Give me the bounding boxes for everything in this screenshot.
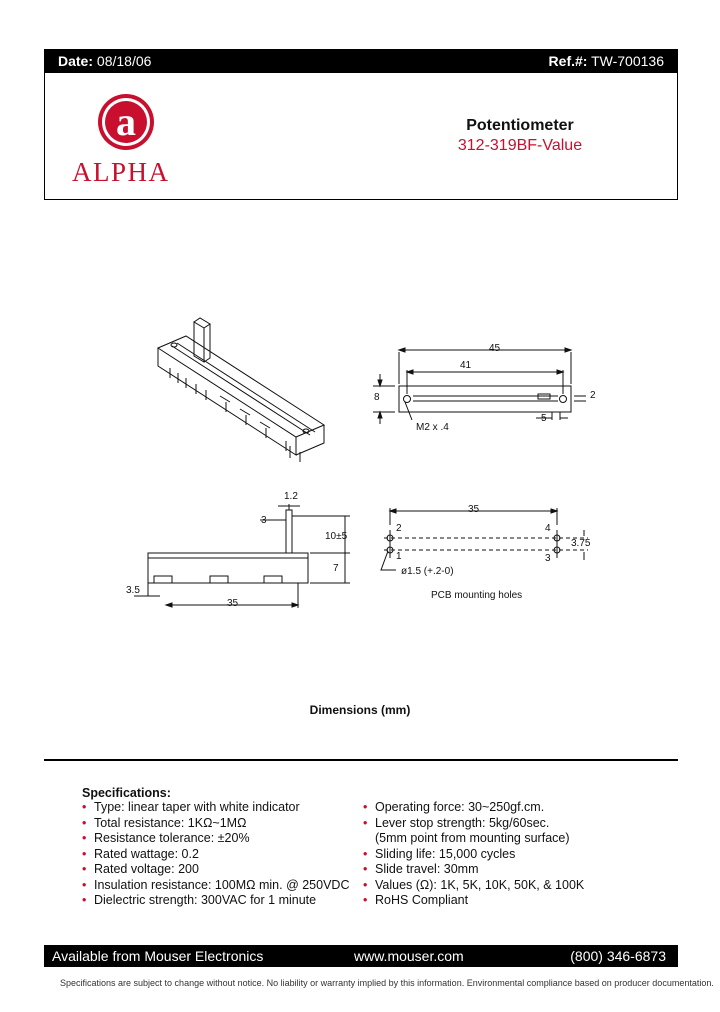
spec-item: • Type: linear taper with white indicator (82, 800, 349, 816)
spec-item: • Rated wattage: 0.2 (82, 847, 349, 863)
specs-left-list (82, 800, 349, 909)
footer-source: Available from Mouser Electronics (52, 948, 264, 964)
logo-letter: a (116, 99, 136, 144)
pcb-spacing-dim: 3.75 (571, 538, 591, 549)
pcb-view (381, 508, 591, 570)
side-view (134, 504, 350, 608)
side-body-dim: 7 (333, 563, 339, 574)
spec-item: • Insulation resistance: 100MΩ min. @ 250VDC (82, 878, 349, 894)
ref-value: TW-700136 (591, 53, 664, 69)
isometric-view (158, 318, 324, 462)
spec-item: • Sliding life: 15,000 cycles (363, 847, 584, 863)
top-view (373, 348, 586, 424)
pcb-pin-4: 4 (545, 523, 551, 534)
logo-name: ALPHA (72, 157, 170, 187)
top-screw-label: M2 x .4 (416, 422, 449, 433)
spec-item-continuation: (5mm point from mounting surface) (375, 831, 570, 845)
spec-item: • Values (Ω): 1K, 5K, 10K, 50K, & 100K (363, 878, 584, 894)
top-height-dim: 8 (374, 392, 380, 403)
footer-website-link[interactable]: www.mouser.com (354, 948, 464, 964)
top-right-dim: 2 (590, 390, 596, 401)
spec-item: • Slide travel: 30mm (363, 862, 584, 878)
pcb-caption: PCB mounting holes (431, 590, 523, 601)
divider (44, 759, 678, 761)
ref-label: Ref.#: (548, 53, 588, 69)
side-offset-dim: 3.5 (126, 585, 140, 596)
footer-bar (44, 945, 678, 967)
product-subtitle: 312-319BF-Value (457, 137, 583, 154)
specs-title: Specifications: (82, 786, 171, 800)
spec-item: • Resistance tolerance: ±20% (82, 831, 349, 847)
spec-item: • Rated voltage: 200 (82, 862, 349, 878)
spec-item: • Total resistance: 1KΩ~1MΩ (82, 816, 349, 832)
date-value: 08/18/06 (96, 53, 152, 69)
date-label: Date: (58, 53, 94, 69)
top-overall-dim: 45 (489, 343, 501, 354)
footer-phone: (800) 346-6873 (570, 948, 666, 964)
side-height-dim: 10±5 (325, 531, 348, 542)
side-pin-dim: 1.2 (284, 491, 298, 502)
pcb-hole-dim: ø1.5 (+.2-0) (401, 566, 454, 577)
dimensions-label: Dimensions (mm) (309, 703, 411, 717)
top-inner-dim: 41 (460, 360, 472, 371)
top-slot-dim: 5 (541, 413, 547, 424)
side-lever-dim: 3 (261, 515, 267, 526)
specs-right-list (363, 800, 584, 909)
side-length-dim: 35 (227, 598, 239, 609)
spec-item: • Lever stop strength: 5kg/60sec. (363, 816, 584, 832)
product-title: Potentiometer (466, 117, 574, 134)
spec-item: • RoHS Compliant (363, 893, 584, 909)
disclaimer: Specifications are subject to change without notice. No liability or warranty implied by this information. Environmental compliance based on producer documentation. (60, 978, 714, 988)
pcb-pin-3: 3 (545, 553, 551, 564)
spec-item: • Operating force: 30~250gf.cm. (363, 800, 584, 816)
spec-item: • Dielectric strength: 300VAC for 1 minute (82, 893, 349, 909)
pcb-pin-1: 1 (396, 551, 402, 562)
pcb-pin-2: 2 (396, 523, 402, 534)
pcb-length-dim: 35 (468, 504, 480, 515)
